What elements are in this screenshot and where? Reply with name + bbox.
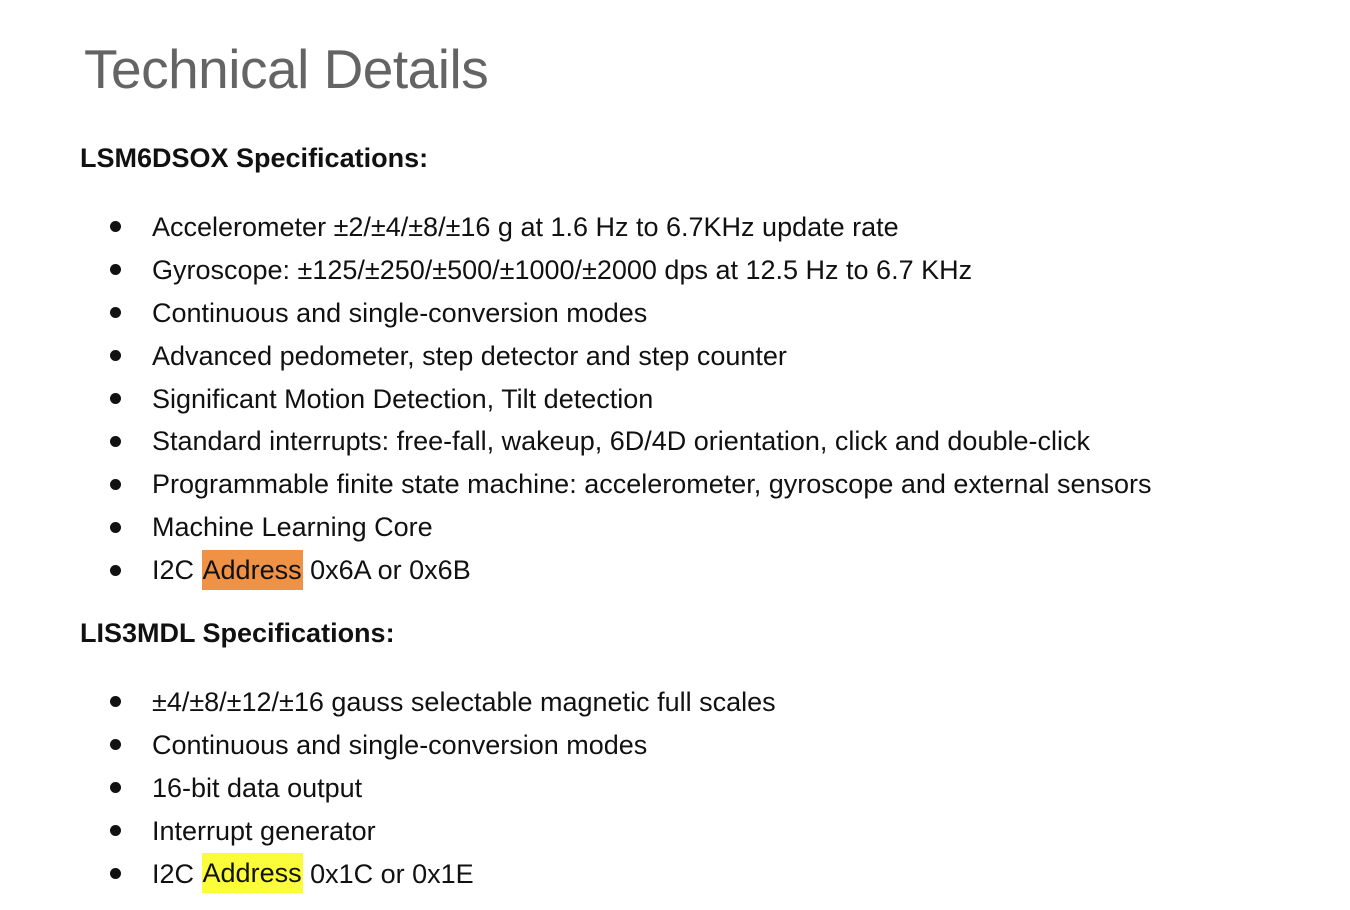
- bullet-icon: [110, 782, 121, 793]
- bullet-icon: [110, 522, 121, 533]
- bullet-icon: [110, 436, 121, 447]
- bullet-icon: [110, 868, 121, 879]
- bullet-icon: [110, 350, 121, 361]
- bullet-icon: [110, 739, 121, 750]
- lsm6dsox-heading: LSM6DSOX Specifications:: [80, 143, 429, 173]
- i2c-prefix: I2C: [152, 858, 202, 889]
- bullet-icon: [110, 825, 121, 836]
- bullet-icon: [110, 565, 121, 576]
- i2c-suffix: 0x6A or 0x6B: [302, 555, 471, 586]
- i2c-suffix: 0x1C or 0x1E: [302, 858, 474, 889]
- lis3mdl-heading: LIS3MDL Specifications:: [80, 618, 395, 648]
- bullet-icon: [110, 696, 121, 707]
- address-highlight: Address: [202, 853, 303, 893]
- bullet-icon: [110, 307, 121, 318]
- bullet-icon: [110, 221, 121, 232]
- technical-details-page: Technical Details LSM6DSOX Specifications: Accelerometer ±2/±4/±8/±16 g at 1.6 Hz to 6.7KHz update rate Gyroscope: ±125/±250/±500/±1000/±2000 dps at 12.5 Hz to 6.7 KHz Continuous and single-conversion modes Advanced pedometer, step detector and step counter Significant Motion Detection, Tilt detection Standard interrupts: free-fall, wakeup, 6D/4D orientation, click and double-click Programmable finite state machine: accelerometer, gyroscope and external sensors Machine Learning Core I2C Address 0x6A or 0x6B LIS3MDL Specifications: ±4/±8/±12/±16 gauss selectable magnetic full scales Continuous and single-conversion modes 16-bit data output Interrupt generator I2C Address 0x1C or 0x1E: [0, 0, 1350, 910]
- bullet-icon: [110, 264, 121, 275]
- bullet-icon: [110, 479, 121, 490]
- bullet-icon: [110, 393, 121, 404]
- page-title: Technical Details: [84, 38, 489, 100]
- address-highlight: Address: [202, 550, 303, 590]
- i2c-prefix: I2C: [152, 555, 202, 586]
